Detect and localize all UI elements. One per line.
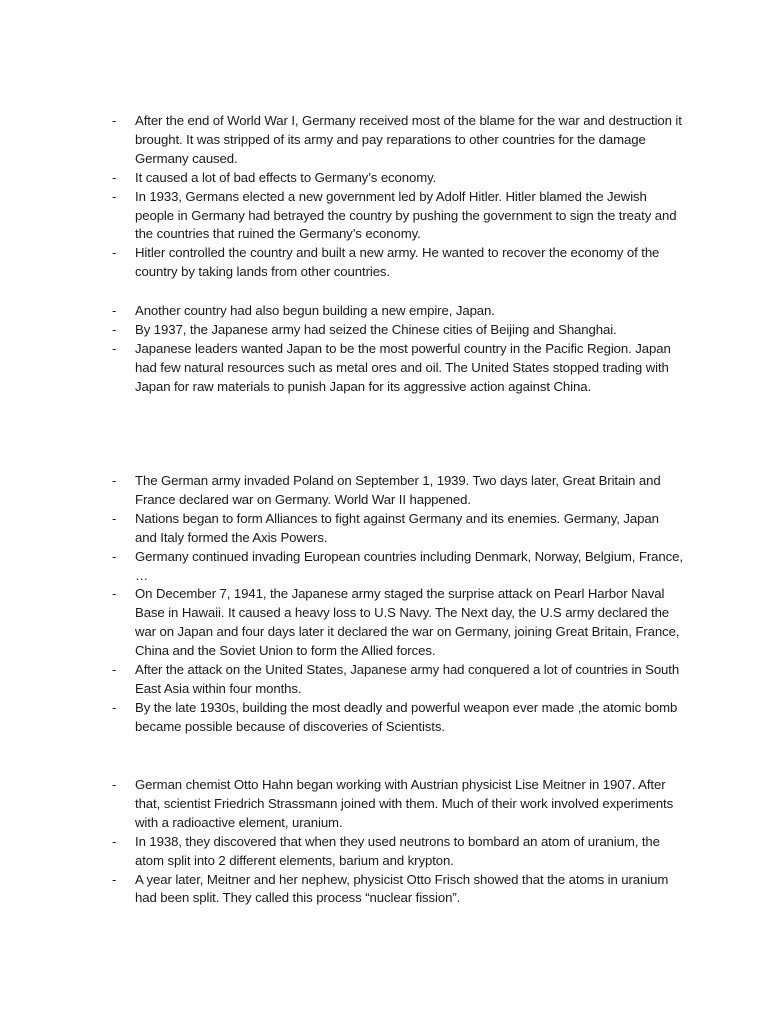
list-item-text: Japanese leaders wanted Japan to be the most powerful country in the Pacific Region. Japan had few natural resources such as metal ores and oil. The United States stopped trading with Japan for raw materials to punish Japan for its aggressive action against China. xyxy=(135,340,671,394)
list-item xyxy=(112,661,684,699)
list-item-text: On December 7, 1941, the Japanese army staged the surprise attack on Pearl Harbor Naval Base in Hawaii. It caused a heavy loss to U.S Navy. The Next day, the U.S army declared the war on Japan and four days later it declared the war on Germany, joining Great Britain, France, China and the Soviet Union to form the Allied forces. xyxy=(135,586,680,659)
list-item-text: A year later, Meitner and her nephew, physicist Otto Frisch showed that the atoms in uranium had been split. They called this process “nuclear fission”. xyxy=(135,871,669,906)
list-item xyxy=(112,340,684,397)
list-item-text: Germany continued invading European countries including Denmark, Norway, Belgium, France, … xyxy=(135,548,683,583)
bullet-dash: - xyxy=(112,871,117,887)
list-item-text: After the end of World War I, Germany received most of the blame for the war and destruction it brought. It was stripped of its army and pay reparations to other countries for the damage Germany caused. xyxy=(135,113,682,166)
list-item-text: Nations began to form Alliances to fight against Germany and its enemies. Germany, Japan and Italy formed the Axis Powers. xyxy=(135,510,659,545)
list-item xyxy=(112,585,684,661)
bullet-dash: - xyxy=(112,340,117,356)
list-item xyxy=(112,169,684,188)
bullet-dash: - xyxy=(112,777,117,792)
list-item-text: German chemist Otto Hahn began working with Austrian physicist Lise Meitner in 1907. After that, scientist Friedrich Strassmann joined with them. Much of their work involved experiments with a radioactive element, uranium. xyxy=(135,777,674,830)
list-item-text: It caused a lot of bad effects to Germany’s economy. xyxy=(135,169,437,185)
list-item xyxy=(112,244,684,282)
list-item xyxy=(112,472,684,510)
list-item xyxy=(112,321,684,340)
section-japan-empire xyxy=(112,302,684,397)
bullet-dash: - xyxy=(112,113,117,128)
bullet-dash: - xyxy=(112,548,117,564)
list-item xyxy=(112,833,684,871)
bullet-dash: - xyxy=(112,662,117,678)
list-item xyxy=(112,188,684,245)
bullet-dash: - xyxy=(112,303,117,318)
list-item-text: By the late 1930s, building the most deadly and powerful weapon ever made ,the atomic bomb became possible because of discoveries of Scientists. xyxy=(135,699,678,734)
list-item-text: The German army invaded Poland on September 1, 1939. Two days later, Great Britain and France declared war on Germany. World War II happened. xyxy=(135,473,661,507)
section-ww2-begins xyxy=(112,472,684,737)
bullet-dash: - xyxy=(112,245,117,261)
list-item xyxy=(112,548,684,586)
bullet-dash: - xyxy=(112,321,117,337)
list-item xyxy=(112,510,684,548)
bullet-dash: - xyxy=(112,188,117,204)
list-item-text: Hitler controlled the country and built a new army. He wanted to recover the economy of the country by taking lands from other countries. xyxy=(135,245,660,280)
bullet-dash: - xyxy=(112,699,117,715)
list-item xyxy=(112,112,684,169)
bullet-dash: - xyxy=(112,510,117,526)
list-item xyxy=(112,699,684,737)
list-item xyxy=(112,776,684,833)
list-item-text: In 1933, Germans elected a new government led by Adolf Hitler. Hitler blamed the Jewish people in Germany had betrayed the country by pushing the government to sign the treaty and the countries that ruined the Germany’s economy. xyxy=(135,188,677,242)
bullet-dash: - xyxy=(112,833,117,849)
bullet-dash: - xyxy=(112,169,117,185)
list-item-text: In 1938, they discovered that when they used neutrons to bombard an atom of uranium, the atom split into 2 different elements, barium and krypton. xyxy=(135,833,660,868)
section-post-ww1-germany xyxy=(112,112,684,282)
list-item xyxy=(112,871,684,909)
list-item-text: By 1937, the Japanese army had seized the Chinese cities of Beijing and Shanghai. xyxy=(135,321,617,337)
section-nuclear-fission xyxy=(112,776,684,908)
list-item-text: Another country had also begun building a new empire, Japan. xyxy=(135,303,495,318)
list-item-text: After the attack on the United States, Japanese army had conquered a lot of countries in South East Asia within four months. xyxy=(135,662,680,696)
bullet-dash: - xyxy=(112,586,117,602)
list-item xyxy=(112,302,684,321)
bullet-dash: - xyxy=(112,473,117,488)
